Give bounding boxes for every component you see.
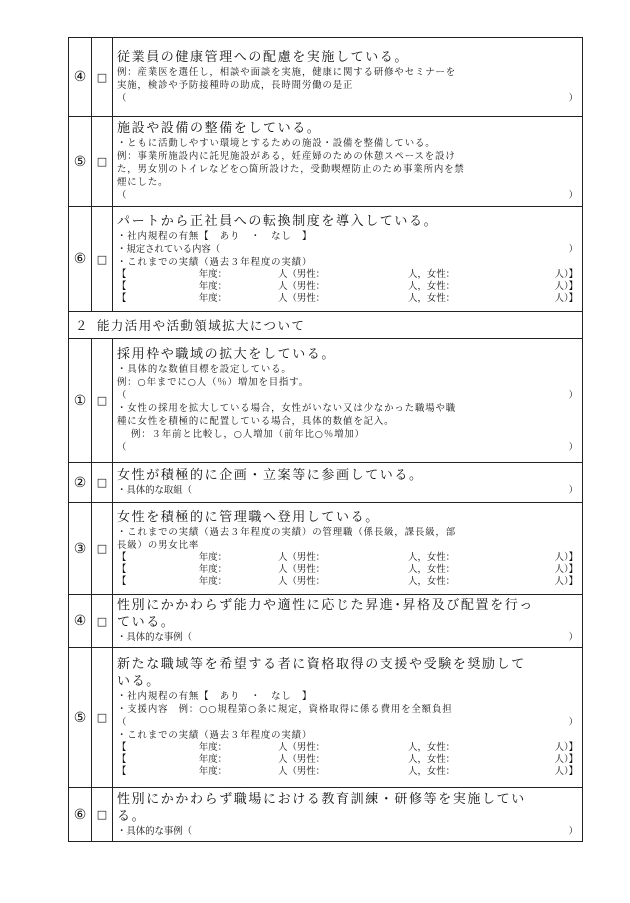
item-body — [113, 117, 583, 207]
table-row — [69, 207, 583, 312]
item-text: 長級）の男女比率 — [117, 539, 200, 551]
section-header — [69, 312, 583, 339]
item-number: ② — [69, 463, 92, 503]
answer-field[interactable]: （ ） — [117, 92, 578, 104]
item-number: ⑥ — [69, 788, 92, 842]
item-title: 性別にかかわらず職場における教育訓練・研修等を実施してい — [117, 791, 526, 807]
item-number: ④ — [69, 595, 92, 648]
section-number: ２ — [75, 318, 89, 333]
record-line[interactable]: 【 年度： 人（男性： 人，女性： 人）】 — [117, 292, 578, 304]
item-text: ・支援内容 例：○○規程第○条に規定，資格取得に係る費用を全額負担 — [117, 704, 453, 715]
answer-field[interactable]: ・具体的な取組（ ） — [117, 485, 578, 496]
answer-field[interactable]: ・具体的な事例（ ） — [117, 632, 578, 643]
answer-field[interactable]: （ ） — [117, 190, 578, 201]
item-title: 採用枠や職域の拡大をしている。 — [117, 347, 337, 362]
table-row — [69, 648, 583, 788]
checkbox[interactable]: □ — [92, 117, 113, 207]
item-body — [113, 503, 583, 595]
checkbox[interactable]: □ — [92, 503, 113, 595]
record-line[interactable]: 【 年度： 人（男性： 人，女性： 人）】 — [117, 742, 578, 753]
item-body — [113, 339, 583, 463]
checkbox[interactable]: □ — [92, 595, 113, 648]
item-text: ・これまでの実績（過去３年程度の実績） — [117, 256, 313, 268]
checkbox[interactable]: □ — [92, 788, 113, 842]
checkbox[interactable]: □ — [92, 339, 113, 463]
section-title: 能力活用や活動領域拡大について — [97, 318, 306, 333]
item-body — [113, 648, 583, 788]
item-text: 例：○年までに○人（％）増加を目指す。 — [117, 377, 310, 388]
record-line[interactable]: 【 年度： 人（男性： 人，女性： 人）】 — [117, 575, 578, 587]
record-line[interactable]: 【 年度： 人（男性： 人，女性： 人）】 — [117, 563, 578, 575]
answer-field[interactable]: ・具体的な事例（ ） — [117, 825, 578, 837]
checkbox[interactable]: □ — [92, 463, 113, 503]
item-text: ・社内規程の有無【 あり ・ なし 】 — [117, 691, 313, 702]
table-row — [69, 463, 583, 503]
item-title: 施設や設備の整備をしている。 — [117, 121, 322, 136]
record-line[interactable]: 【 年度： 人（男性： 人，女性： 人）】 — [117, 268, 578, 280]
item-title: る。 — [117, 808, 147, 824]
item-text: 実施，検診や予防接種時の助成，長時間労働の是正 — [117, 79, 354, 91]
item-text: 例：事業所施設内に託児施設がある，妊産婦のための休憩スペースを設け — [117, 151, 456, 162]
table-row — [69, 339, 583, 463]
item-body — [113, 207, 583, 312]
item-body — [113, 463, 583, 503]
checkbox[interactable]: □ — [92, 38, 113, 117]
table-row — [69, 595, 583, 648]
item-number: ⑤ — [69, 648, 92, 788]
item-text: 煙にした。 — [117, 177, 169, 188]
answer-field[interactable]: （ ） — [117, 442, 578, 453]
record-line[interactable]: 【 年度： 人（男性： 人，女性： 人）】 — [117, 754, 578, 765]
form-sheet — [68, 37, 583, 842]
item-text: ・ともに活動しやすい環境とするための施設・設備を整備している。 — [117, 138, 436, 149]
table-row — [69, 38, 583, 117]
item-text: ・社内規程の有無【 あり ・ なし 】 — [117, 230, 313, 242]
item-title: 従業員の健康管理への配慮を実施している。 — [117, 49, 410, 65]
record-line[interactable]: 【 年度： 人（男性： 人，女性： 人）】 — [117, 280, 578, 292]
item-number: ⑤ — [69, 117, 92, 207]
item-text: ・これまでの実績（過去３年程度の実績） — [117, 730, 313, 741]
item-title: いる。 — [117, 674, 161, 689]
item-text: た，男女別のトイレなどを○箇所設けた，受動喫煙防止のため事業所内を禁 — [117, 164, 465, 175]
item-text: 例：産業医を選任し，相談や面談を実施，健康に関する研修やセミナーを — [117, 66, 457, 78]
table-row — [69, 117, 583, 207]
item-body — [113, 788, 583, 842]
item-body — [113, 38, 583, 117]
item-title: 性別にかかわらず能力や適性に応じた昇進･昇格及び配置を行っ — [117, 598, 534, 613]
item-text: ・女性の採用を拡大している場合，女性がいない又は少なかった職場や職 — [117, 403, 457, 414]
checkbox[interactable]: □ — [92, 207, 113, 312]
answer-field[interactable]: （ ） — [117, 390, 578, 401]
item-number: ④ — [69, 38, 92, 117]
item-text: ・これまでの実績（過去３年程度の実績）の管理職（係長級，課長級，部 — [117, 526, 457, 538]
checkbox[interactable]: □ — [92, 648, 113, 788]
item-title: 女性を積極的に管理職へ登用している。 — [117, 509, 380, 525]
item-title: パートから正社員への転換制度を導入している。 — [117, 213, 439, 229]
item-body — [113, 595, 583, 648]
checklist-table — [68, 37, 583, 842]
item-number: ① — [69, 339, 92, 463]
item-title: ている。 — [117, 615, 176, 630]
table-row — [69, 788, 583, 842]
answer-field[interactable]: ・規定されている内容（ ） — [117, 243, 578, 255]
item-title: 新たな職域等を希望する者に資格取得の支援や受験を奨励して — [117, 657, 526, 672]
item-text: 種に女性を積極的に配置している場合，具体的数値を記入。 — [117, 416, 395, 427]
record-line[interactable]: 【 年度： 人（男性： 人，女性： 人）】 — [117, 766, 578, 777]
item-text: 例：３年前と比較し，○人増加（前年比○％増加） — [131, 429, 365, 440]
item-number: ③ — [69, 503, 92, 595]
item-title: 女性が積極的に企画・立案等に参画している。 — [117, 468, 424, 483]
item-number: ⑥ — [69, 207, 92, 312]
item-text: ・具体的な数値目標を設定している。 — [117, 364, 292, 375]
record-line[interactable]: 【 年度： 人（男性： 人，女性： 人）】 — [117, 551, 578, 563]
table-row — [69, 503, 583, 595]
answer-field[interactable]: （ ） — [117, 717, 578, 728]
